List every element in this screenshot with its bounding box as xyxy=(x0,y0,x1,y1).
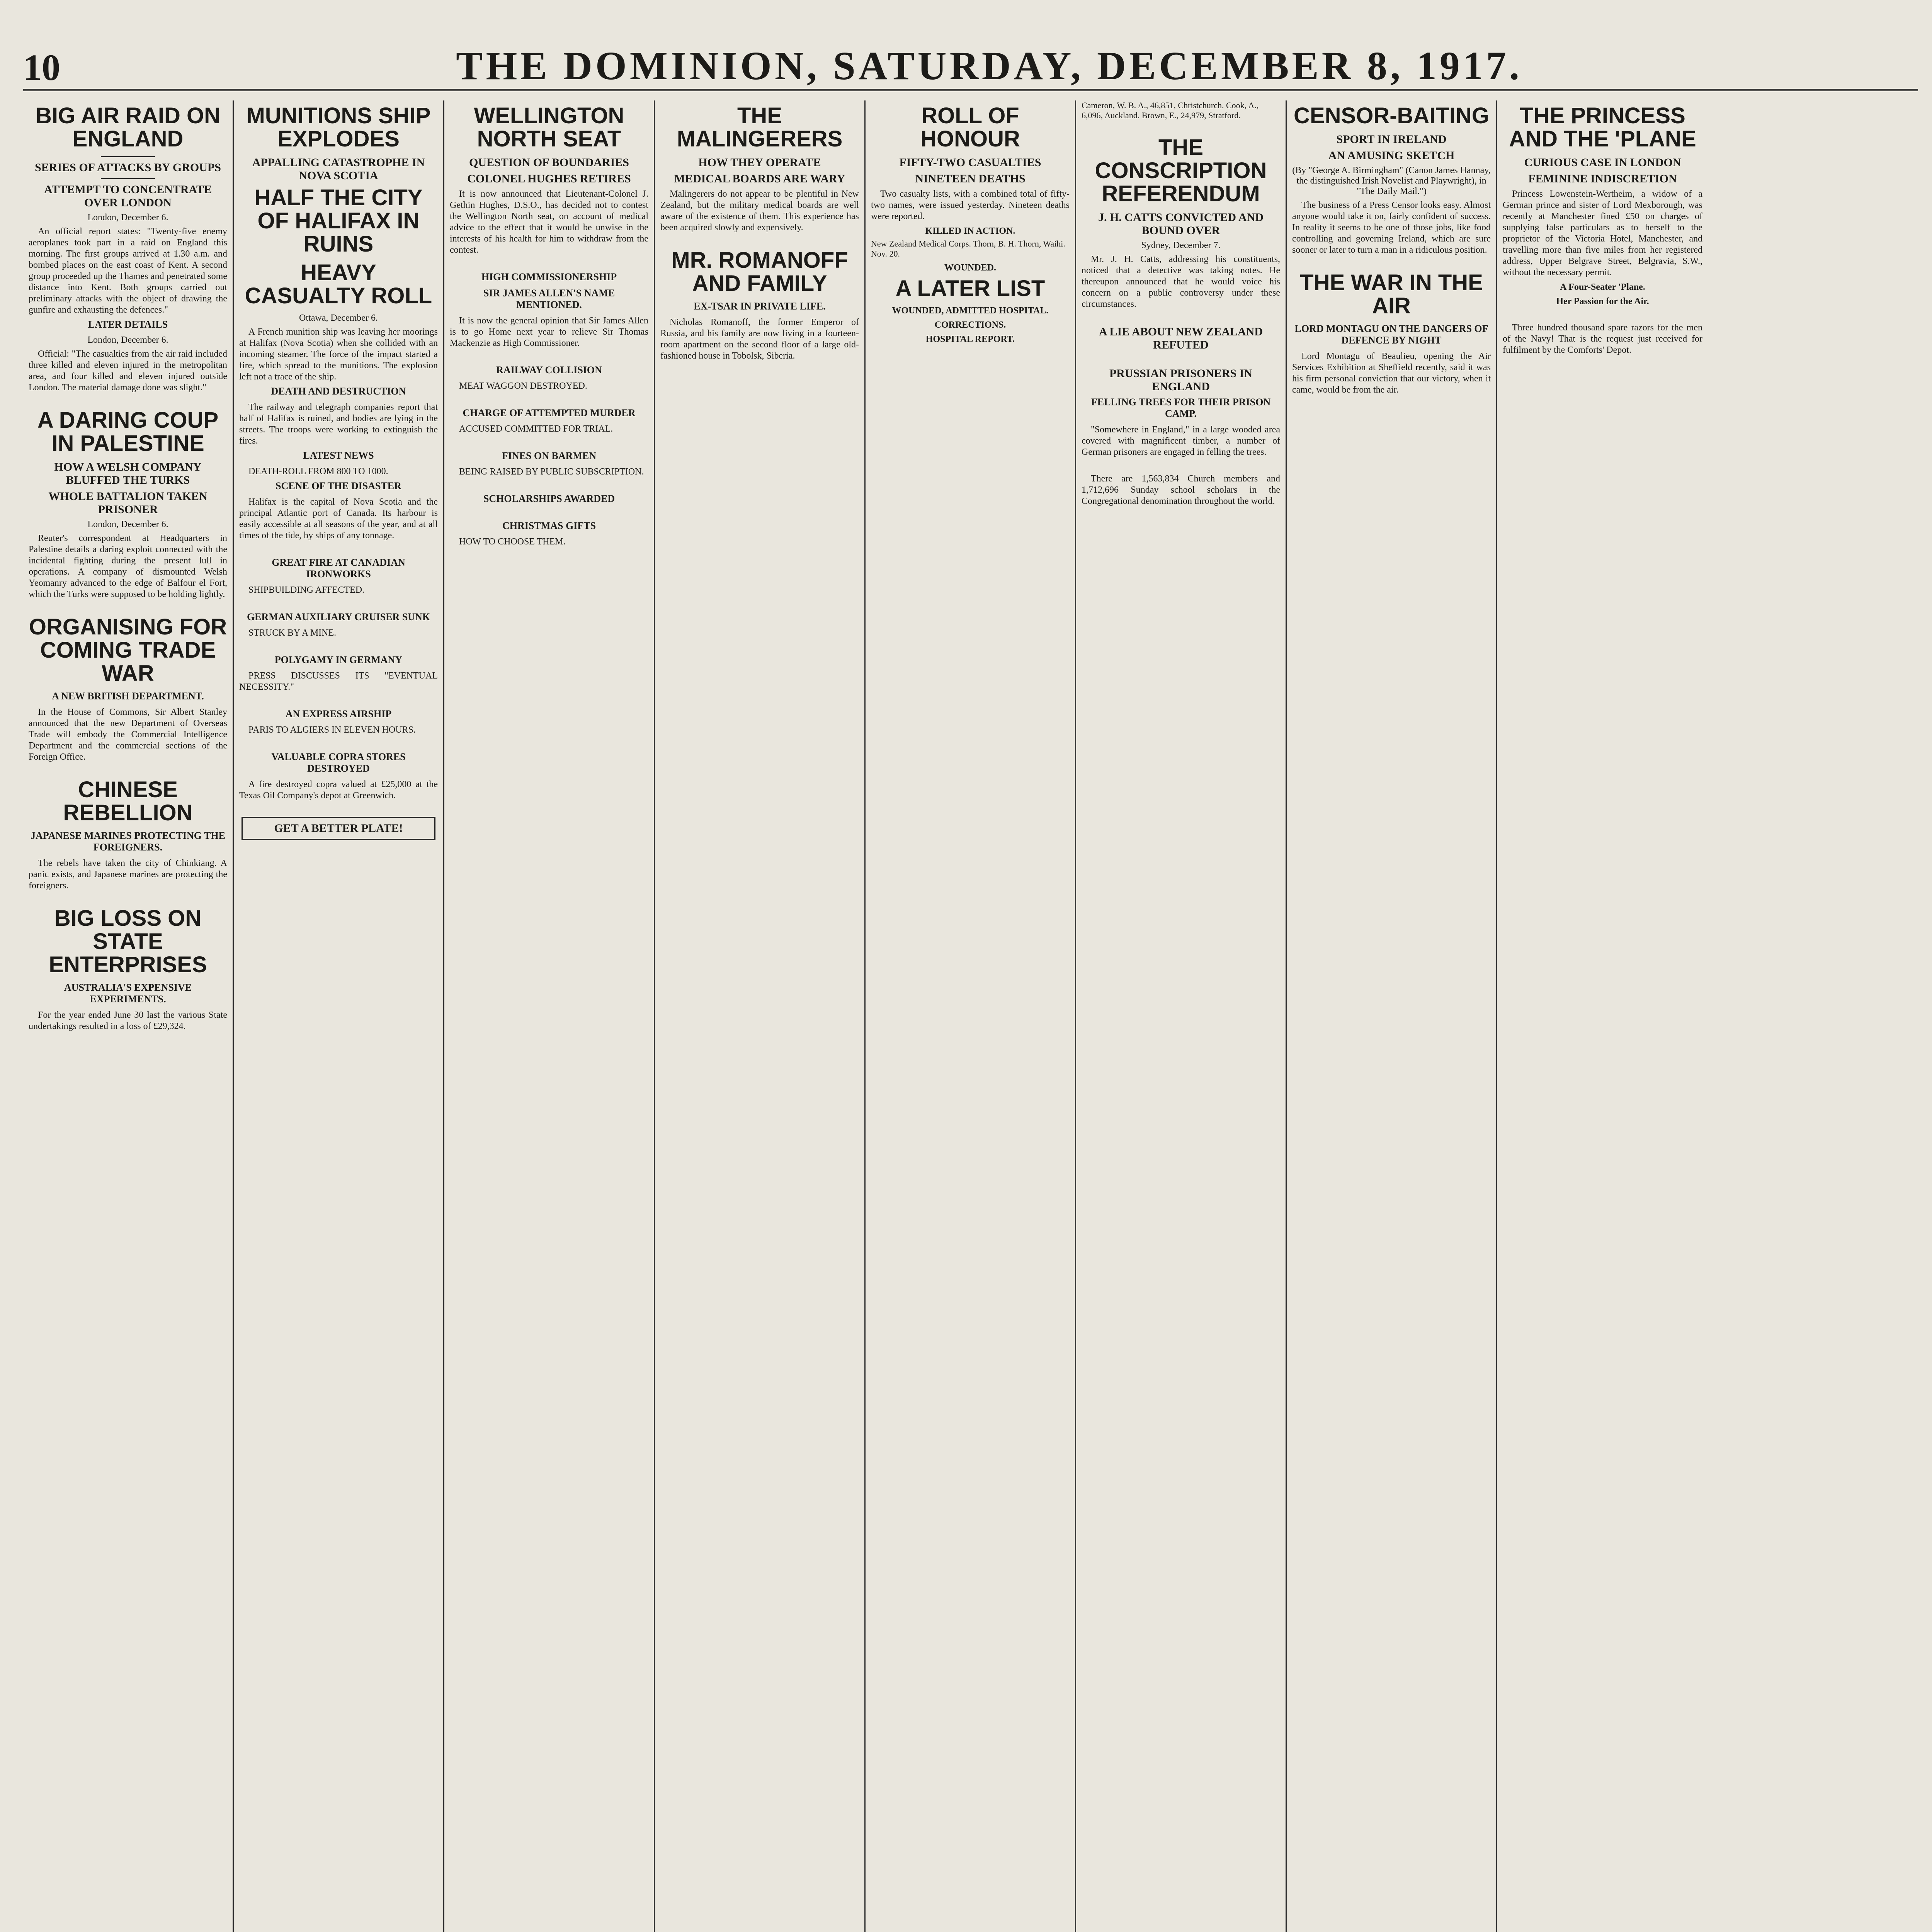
article-body: DEATH-ROLL FROM 800 TO 1000. xyxy=(248,466,388,476)
subheadline: SPORT IN IRELAND xyxy=(1336,133,1447,146)
section-heading: SCENE OF THE DISASTER xyxy=(276,480,401,492)
headline: MR. ROMANOFF AND FAMILY xyxy=(671,248,848,296)
article-scholarships xyxy=(450,493,648,505)
subheadline: ATTEMPT TO CONCENTRATE OVER LONDON xyxy=(44,183,212,209)
article-body: The business of a Press Censor looks easy. Almost anyone would take it on, fairly confident of success. In reality it seems to be one of those jobs, like food controlling and governing Ireland, which are sure sooner or later to turn a man in a ridiculous position. xyxy=(1292,200,1491,255)
advertisement xyxy=(242,817,435,840)
article-body: In the House of Commons, Sir Albert Stanley announced that the new Department of Overseas Trade will embody the Commercial Intelligence Department and the commercial sections of the Foreign Office. xyxy=(29,707,227,762)
headline: A LATER LIST xyxy=(895,276,1045,301)
headline: HEAVY CASUALTY ROLL xyxy=(245,260,432,308)
section-heading: RAILWAY COLLISION xyxy=(496,364,602,376)
section-heading: JAPANESE MARINES PROTECTING THE FOREIGNERS. xyxy=(31,830,225,853)
subheadline: HOW THEY OPERATE xyxy=(698,156,821,169)
list-heading: KILLED IN ACTION. xyxy=(925,226,1015,236)
article-body: Nicholas Romanoff, the former Emperor of Russia, and his family are now living in a fourteen-room apartment on the second floor of a large old-fashioned house in Tobolsk, Siberia. xyxy=(660,317,859,361)
section-heading: DEATH AND DESTRUCTION xyxy=(271,386,406,397)
headline: THE CONSCRIPTION REFERENDUM xyxy=(1095,135,1267,206)
article-prussian-prisoners xyxy=(1082,367,1280,458)
column-3 xyxy=(444,100,655,1932)
subheadline: QUESTION OF BOUNDARIES xyxy=(469,156,629,169)
divider xyxy=(101,178,155,179)
column-8 xyxy=(1497,100,1708,1932)
subheadline: A LIE ABOUT NEW ZEALAND REFUTED xyxy=(1099,325,1263,351)
article-razors xyxy=(1503,322,1702,356)
article-romanoff xyxy=(660,249,859,362)
article-body: Reuter's correspondent at Headquarters in Palestine details a daring exploit connected with the incidental fighting during the present lull in operations. A company of dismounted Welsh Yeomanry advanced to the edge of Balfour el Fort, which the Turks were supposed to be holding lightly. xyxy=(29,533,227,599)
page-number: 10 xyxy=(23,47,60,88)
section-heading: Her Passion for the Air. xyxy=(1556,296,1649,306)
headline: MUNITIONS SHIP EXPLODES xyxy=(246,103,431,151)
article-body: HOW TO CHOOSE THEM. xyxy=(459,537,566,547)
article-body: MEAT WAGGON DESTROYED. xyxy=(459,381,587,391)
article-body: Princess Lowenstein-Wertheim, a widow of a German prince and sister of Lord Mexborough, was recently at Manchester fined £50 on charges of supplying false particulars as to herself to the proprietor of the Victoria Hotel, Manchester, and travelling more than five miles from her registered address, Upper Belgrave Street, Belgravia, S.W., without the necessary permit. xyxy=(1503,189,1702,277)
article-body: Three hundred thousand spare razors for the men of the Navy! That is the request just received for fulfilment by the Comforts' Depot. xyxy=(1503,323,1702,355)
section-heading: SCHOLARSHIPS AWARDED xyxy=(483,493,615,504)
divider xyxy=(101,156,155,157)
article-copra xyxy=(239,751,438,801)
section-heading: A NEW BRITISH DEPARTMENT. xyxy=(52,690,204,702)
article-munitions-ship xyxy=(239,104,438,541)
article-cruiser xyxy=(239,611,438,639)
section-heading: FINES ON BARMEN xyxy=(502,450,597,461)
article-princess-plane xyxy=(1503,104,1702,307)
list-heading: HOSPITAL REPORT. xyxy=(925,334,1015,344)
headline: THE WAR IN THE AIR xyxy=(1300,270,1483,318)
subheadline: AN AMUSING SKETCH xyxy=(1328,149,1455,162)
list-heading: CORRECTIONS. xyxy=(934,320,1006,330)
section-heading: LORD MONTAGU ON THE DANGERS OF DEFENCE BY NIGHT xyxy=(1294,323,1488,346)
article-body: "Somewhere in England," in a large wooded area covered with magnificent timber, a number of German prisoners are engaged in felling the trees. xyxy=(1082,425,1280,457)
subheadline: J. H. CATTS CONVICTED AND BOUND OVER xyxy=(1098,211,1264,237)
column-1 xyxy=(23,100,234,1932)
article-body: Mr. J. H. Catts, addressing his constituents, noticed that a detective was taking notes. He thereupon announced that he would voice his concern on a public controversy under these circumstances. xyxy=(1082,254,1280,309)
subheadline: COLONEL HUGHES RETIRES xyxy=(467,172,631,185)
ad-title: GET A BETTER PLATE! xyxy=(274,822,403,835)
subheadline: FEMININE INDISCRETION xyxy=(1528,172,1677,185)
article-murder-charge xyxy=(450,407,648,435)
article-body: SHIPBUILDING AFFECTED. xyxy=(248,585,365,595)
headline: CHINESE REBELLION xyxy=(63,777,193,825)
section-heading: VALUABLE COPRA STORES DESTROYED xyxy=(271,751,406,774)
article-wellington-north xyxy=(450,104,648,256)
dateline: Ottawa, December 6. xyxy=(299,313,378,323)
article-airship xyxy=(239,708,438,736)
list-heading: WOUNDED. xyxy=(944,263,996,273)
subheadline: MEDICAL BOARDS ARE WARY xyxy=(674,172,845,185)
casualty-list: New Zealand Medical Corps. Thorn, B. H. Thorn, Waihi. Nov. 20. xyxy=(871,239,1065,259)
article-body: PARIS TO ALGIERS IN ELEVEN HOURS. xyxy=(248,725,416,735)
subheadline: PRUSSIAN PRISONERS IN ENGLAND xyxy=(1109,367,1253,393)
paper-name: THE DOMINION, SATURDAY, DECEMBER 8, 1917. xyxy=(456,44,1522,88)
section-heading: GREAT FIRE AT CANADIAN IRONWORKS xyxy=(272,557,405,580)
subheadline: WHOLE BATTALION TAKEN PRISONER xyxy=(48,490,207,516)
article-body: PRESS DISCUSSES ITS "EVENTUAL NECESSITY." xyxy=(239,671,438,692)
section-heading: AUSTRALIA'S EXPENSIVE EXPERIMENTS. xyxy=(64,982,192,1005)
article-body: Halifax is the capital of Nova Scotia and the principal Atlantic port of Canada. Its harbour is easily accessible at all seasons of the year, and at all times of the tide, by ships of any tonnage. xyxy=(239,497,438,541)
section-heading: AN EXPRESS AIRSHIP xyxy=(285,708,392,719)
article-body: ACCUSED COMMITTED FOR TRIAL. xyxy=(459,424,613,434)
article-body: Lord Montagu of Beaulieu, opening the Air Services Exhibition at Sheffield recently, said it was his firm personal conviction that our victory, when it came, would be from the air. xyxy=(1292,351,1491,395)
section-heading: CHRISTMAS GIFTS xyxy=(502,520,596,531)
byline: (By "George A. Birmingham" (Canon James Hannay, the distinguished Irish Novelist and Playwright), in "The Daily Mail.") xyxy=(1292,165,1491,196)
column-4 xyxy=(655,100,866,1932)
article-body: Malingerers do not appear to be plentiful in New Zealand, but the military medical boards are well aware of the existence of them. This experience has been acquired slowly and expensively. xyxy=(660,189,859,233)
section-heading: GERMAN AUXILIARY CRUISER SUNK xyxy=(247,611,430,622)
section-heading: CHARGE OF ATTEMPTED MURDER xyxy=(463,407,636,418)
article-ironworks xyxy=(239,557,438,596)
section-heading: LATEST NEWS xyxy=(303,450,374,461)
headline: ROLL OF HONOUR xyxy=(920,103,1020,151)
dateline: London, December 6. xyxy=(87,519,168,529)
article-church-members xyxy=(1082,473,1280,507)
article-body: It is now announced that Lieutenant-Colonel J. Gethin Hughes, D.S.O., has decided not to contest the Wellington North seat, on account of medical advice to the effect that it would be unwise in the interests of his health for him to withdraw from the contest. xyxy=(450,189,648,255)
article-roll-of-honour xyxy=(871,104,1070,345)
headline: HALF THE CITY OF HALIFAX IN RUINS xyxy=(254,185,423,257)
columns xyxy=(23,100,1918,1932)
list-heading: WOUNDED, ADMITTED HOSPITAL. xyxy=(892,306,1049,316)
article-casualty-continued xyxy=(1082,100,1280,121)
subheadline: NINETEEN DEATHS xyxy=(915,172,1026,185)
column-6 xyxy=(1076,100,1287,1932)
section-heading: EX-TSAR IN PRIVATE LIFE. xyxy=(694,301,826,312)
article-body: There are 1,563,834 Church members and 1,712,696 Sunday school scholars in the Congregational denomination throughout the world. xyxy=(1082,474,1280,506)
headline: THE MALINGERERS xyxy=(677,103,843,151)
article-body: STRUCK BY A MINE. xyxy=(248,628,337,638)
article-body: The railway and telegraph companies report that half of Halifax is ruined, and bodies are lying in the streets. The troops were working to extinguish the fires. xyxy=(239,402,438,446)
dateline: London, December 6. xyxy=(87,213,168,223)
article-body: It is now the general opinion that Sir James Allen is to go Home next year to relieve Sir Thomas Mackenzie as High Commissioner. xyxy=(450,316,648,348)
section-heading: LATER DETAILS xyxy=(88,319,168,330)
article-censor-baiting xyxy=(1292,104,1491,256)
headline: A DARING COUP IN PALESTINE xyxy=(37,408,219,456)
article-trade-war xyxy=(29,616,227,763)
article-barmen xyxy=(450,450,648,478)
article-air-raid xyxy=(29,104,227,393)
article-conscription xyxy=(1082,136,1280,310)
article-chinese-rebellion xyxy=(29,778,227,891)
article-high-commissioner xyxy=(450,271,648,349)
section-heading: A Four-Seater 'Plane. xyxy=(1560,282,1645,292)
column-7 xyxy=(1287,100,1497,1932)
article-railway xyxy=(450,364,648,392)
article-body: BEING RAISED BY PUBLIC SUBSCRIPTION. xyxy=(459,467,644,477)
article-war-in-air xyxy=(1292,271,1491,396)
subheadline: HOW A WELSH COMPANY BLUFFED THE TURKS xyxy=(54,461,202,486)
headline: THE PRINCESS AND THE 'PLANE xyxy=(1509,103,1696,151)
article-body: The rebels have taken the city of Chinkiang. A panic exists, and Japanese marines are protecting the foreigners. xyxy=(29,858,227,891)
headline: CENSOR-BAITING xyxy=(1294,103,1489,128)
article-palestine xyxy=(29,409,227,600)
article-christmas-gifts xyxy=(450,520,648,548)
dateline: Sydney, December 7. xyxy=(1141,240,1221,250)
article-state-enterprises xyxy=(29,907,227,1032)
article-body: An official report states: "Twenty-five enemy aeroplanes took part in a raid on England this morning. The first groups arrived at 1.30 a.m. and bombed places on the east coast of Kent. A second group proceeded up the Thames and penetrated some distance into Kent. Both groups carried out preliminary attacks with the object of drawing the gunfire and exhausting the defences." xyxy=(29,226,227,315)
headline: BIG AIR RAID ON ENGLAND xyxy=(36,103,220,151)
article-body: A fire destroyed copra valued at £25,000 at the Texas Oil Company's depot at Greenwich. xyxy=(239,779,438,801)
subheadline: CURIOUS CASE IN LONDON xyxy=(1524,156,1681,169)
article-malingerers xyxy=(660,104,859,233)
subheadline: FIFTY-TWO CASUALTIES xyxy=(899,156,1041,169)
headline: ORGANISING FOR COMING TRADE WAR xyxy=(29,614,227,686)
article-lie-refuted xyxy=(1082,325,1280,352)
article-body: Two casualty lists, with a combined total of fifty-two names, were issued yesterday. Nineteen deaths were reported. xyxy=(871,189,1070,221)
subheadline: SERIES OF ATTACKS BY GROUPS xyxy=(35,161,221,174)
section-heading: HIGH COMMISSIONERSHIP xyxy=(481,271,617,282)
masthead xyxy=(23,15,1918,91)
headline: BIG LOSS ON STATE ENTERPRISES xyxy=(49,906,207,977)
column-2 xyxy=(234,100,444,1932)
subheadline: APPALLING CATASTROPHE IN NOVA SCOTIA xyxy=(252,156,425,182)
column-5 xyxy=(866,100,1076,1932)
article-body: Official: "The casualties from the air raid included three killed and eleven injured in the metropolitan area, and four killed and eleven injured outside London. The material damage done was slight." xyxy=(29,349,227,393)
dateline: London, December 6. xyxy=(87,335,168,345)
article-body: For the year ended June 30 last the various State undertakings resulted in a loss of £29,324. xyxy=(29,1010,227,1031)
headline: WELLINGTON NORTH SEAT xyxy=(474,103,624,151)
casualty-list: Cameron, W. B. A., 46,851, Christchurch. Cook, A., 6,096, Auckland. Brown, E., 24,979, Stratford. xyxy=(1082,100,1259,120)
section-heading: FELLING TREES FOR THEIR PRISON CAMP. xyxy=(1091,396,1271,419)
article-polygamy xyxy=(239,654,438,693)
section-heading: POLYGAMY IN GERMANY xyxy=(274,654,403,665)
article-body: A French munition ship was leaving her moorings at Halifax (Nova Scotia) when she collided with an incoming steamer. The force of the impact started a fire, which spread to the munitions. The explosion left not a trace of the ship. xyxy=(239,327,438,382)
section-heading: SIR JAMES ALLEN'S NAME MENTIONED. xyxy=(483,287,615,310)
